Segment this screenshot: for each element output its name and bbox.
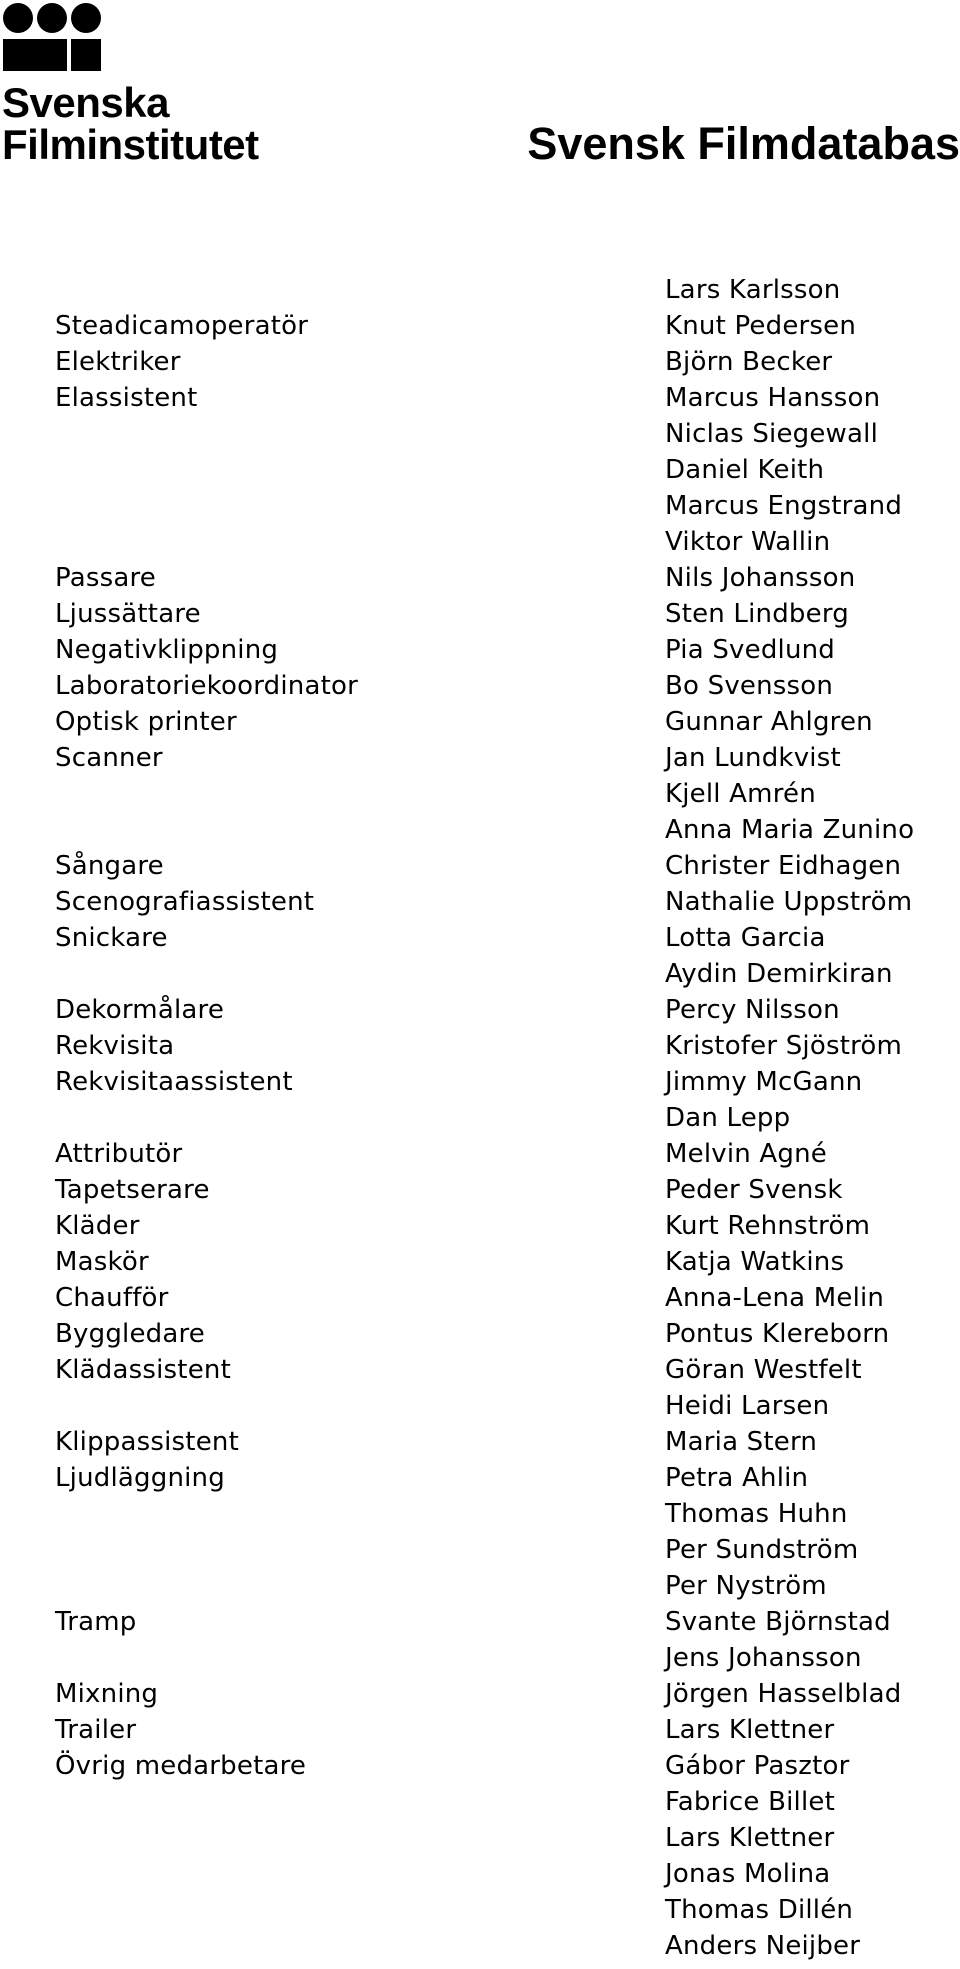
role-item: Ljudläggning (55, 1463, 225, 1493)
name-item: Anna-Lena Melin (665, 1283, 885, 1313)
name-item: Christer Eidhagen (665, 851, 902, 881)
role-item (55, 1532, 555, 1568)
name-item: Maria Stern (665, 1427, 818, 1457)
name-item: Gunnar Ahlgren (665, 707, 873, 737)
role-item: Dekormålare (55, 995, 225, 1025)
role-item: Byggledare (55, 1319, 206, 1349)
name-item: Marcus Engstrand (665, 491, 903, 521)
name-item: Aydin Demirkiran (665, 959, 893, 989)
role-item: Rekvisitaassistent (55, 1067, 293, 1097)
role-item: Klippassistent (55, 1427, 239, 1457)
role-item (55, 416, 555, 452)
role-item: Elektriker (55, 347, 181, 377)
name-item: Anders Neijber (665, 1931, 861, 1961)
name-item: Lars Klettner (665, 1823, 835, 1853)
name-item: Göran Westfelt (665, 1355, 862, 1385)
role-item: Scenografiassistent (55, 887, 315, 917)
role-item: Attributör (55, 1139, 183, 1169)
name-item: Lars Klettner (665, 1715, 835, 1745)
name-item: Viktor Wallin (665, 527, 831, 557)
role-item (55, 452, 555, 488)
name-item: Björn Becker (665, 347, 833, 377)
name-item: Niclas Siegewall (665, 419, 879, 449)
name-item: Lotta Garcia (665, 923, 826, 953)
name-item: Nils Johansson (665, 563, 856, 593)
role-item (55, 1784, 555, 1820)
role-item (55, 1388, 555, 1424)
role-item: Ljussättare (55, 599, 201, 629)
role-item: Klädassistent (55, 1355, 231, 1385)
name-item: Katja Watkins (665, 1247, 845, 1277)
role-item: Laboratoriekoordinator (55, 671, 358, 701)
role-item (55, 1640, 555, 1676)
name-item: Fabrice Billet (665, 1787, 835, 1817)
role-item (55, 776, 555, 812)
name-list (665, 272, 955, 1964)
name-item: Peder Svensk (665, 1175, 843, 1205)
role-item (55, 1568, 555, 1604)
role-item: Steadicamoperatör (55, 311, 309, 341)
name-item: Kjell Amrén (665, 779, 816, 809)
role-item: Tapetserare (55, 1175, 210, 1205)
role-item: Optisk printer (55, 707, 237, 737)
name-item: Gábor Pasztor (665, 1751, 850, 1781)
name-item: Jonas Molina (665, 1859, 831, 1889)
name-item: Jimmy McGann (665, 1067, 863, 1097)
name-item: Daniel Keith (665, 455, 825, 485)
name-item: Marcus Hansson (665, 383, 881, 413)
name-item: Thomas Dillén (665, 1895, 854, 1925)
role-item: Elassistent (55, 383, 198, 413)
role-item (55, 812, 555, 848)
name-item: Jens Johansson (665, 1643, 862, 1673)
role-item (55, 1856, 555, 1892)
role-list (55, 272, 555, 1892)
name-item: Per Sundström (665, 1535, 859, 1565)
logo-text-line-1: Svenska (2, 79, 169, 126)
name-item: Per Nyström (665, 1571, 827, 1601)
role-item (55, 272, 555, 308)
page-title: Svensk Filmdatabas (527, 118, 960, 169)
role-item: Sångare (55, 851, 164, 881)
role-item: Chaufför (55, 1283, 169, 1313)
role-item: Snickare (55, 923, 168, 953)
name-item: Bo Svensson (665, 671, 834, 701)
name-item: Sten Lindberg (665, 599, 849, 629)
name-item: Pia Svedlund (665, 635, 836, 665)
role-item: Kläder (55, 1211, 140, 1241)
role-item: Övrig medarbetare (55, 1751, 307, 1781)
role-item (55, 1100, 555, 1136)
role-item: Trailer (55, 1715, 137, 1745)
name-item: Melvin Agné (665, 1139, 827, 1169)
role-item (55, 956, 555, 992)
logo-text-line-2: Filminstitutet (2, 121, 259, 168)
name-item: Jan Lundkvist (665, 743, 841, 773)
name-item: Anna Maria Zunino (665, 815, 915, 845)
role-item (55, 1496, 555, 1532)
name-item: Svante Björnstad (665, 1607, 891, 1637)
name-item: Thomas Huhn (665, 1499, 848, 1529)
name-item: Knut Pedersen (665, 311, 857, 341)
name-item: Kristofer Sjöström (665, 1031, 903, 1061)
role-item: Maskör (55, 1247, 149, 1277)
name-item: Jörgen Hasselblad (665, 1679, 902, 1709)
logo-mark-icon (3, 3, 103, 75)
role-item: Tramp (55, 1607, 137, 1637)
role-item: Passare (55, 563, 156, 593)
svenska-filminstitutet-logo (0, 0, 270, 170)
role-item (55, 1820, 555, 1856)
name-item: Lars Karlsson (665, 275, 841, 305)
name-item: Percy Nilsson (665, 995, 840, 1025)
name-item: Heidi Larsen (665, 1391, 830, 1421)
name-item: Nathalie Uppström (665, 887, 913, 917)
role-item (55, 524, 555, 560)
role-item: Scanner (55, 743, 163, 773)
role-item: Rekvisita (55, 1031, 175, 1061)
name-item: Pontus Klereborn (665, 1319, 890, 1349)
role-item (55, 488, 555, 524)
name-item: Kurt Rehnström (665, 1211, 871, 1241)
role-item: Negativklippning (55, 635, 279, 665)
role-item: Mixning (55, 1679, 159, 1709)
name-item: Petra Ahlin (665, 1463, 809, 1493)
name-item: Dan Lepp (665, 1103, 791, 1133)
